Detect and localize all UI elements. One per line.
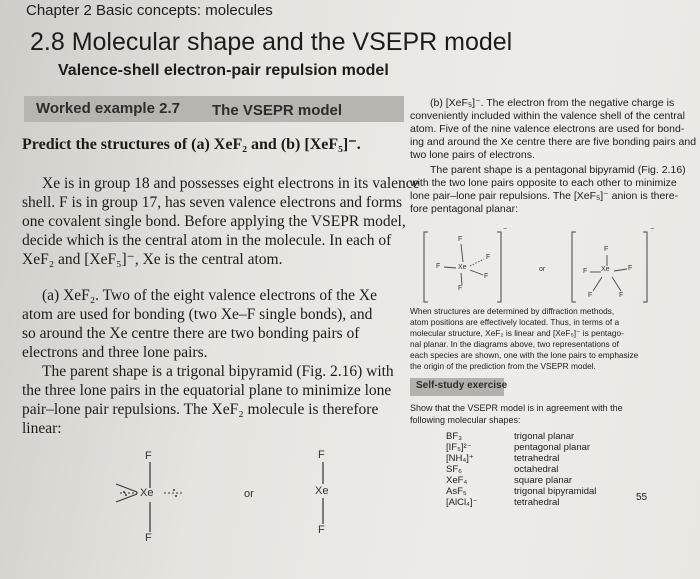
atom-label-f: F xyxy=(486,254,491,261)
caption-line: atom positions are effectively located. Thus, in terms of a xyxy=(410,317,620,327)
part-b-line: fore pentagonal planar: xyxy=(410,203,518,215)
atom-label-f: F xyxy=(458,236,463,243)
charge-label: − xyxy=(650,226,655,233)
intro-line: one covalent single bond. Before applying the VSEPR model, xyxy=(22,213,406,230)
part-b-line: two lone pairs of electrons. xyxy=(410,149,535,161)
atom-label-f: F xyxy=(318,449,325,461)
worked-example-label: Worked example 2.7 xyxy=(36,100,180,117)
atom-label-f: F xyxy=(628,265,633,272)
atom-label-f: F xyxy=(588,292,593,299)
intro-line: decide which is the central atom in the molecule. In each of xyxy=(22,232,392,249)
exercise-shape: trigonal planar xyxy=(514,431,575,442)
part-a-line: atom are used for bonding (two Xe–F single bonds), and xyxy=(22,306,373,323)
exercise-species: BF₃ xyxy=(446,431,463,442)
exercise-shape: tetrahedral xyxy=(514,497,560,508)
exercise-shape: square planar xyxy=(514,475,573,486)
caption-line: the origin of the prediction from the VSEPR model. xyxy=(410,361,596,371)
atom-label-f: F xyxy=(619,292,624,299)
atom-label-f: F xyxy=(318,524,325,536)
exercise-shape: pentagonal planar xyxy=(514,442,591,453)
part-b-line: ing and around the Xe centre there are five bonding pairs and xyxy=(410,136,697,148)
part-a-line: The parent shape is a trigonal bipyramid (Fig. 2.16) with xyxy=(42,363,394,380)
atom-label-f: F xyxy=(458,285,463,292)
atom-label-xe: Xe xyxy=(315,485,329,497)
exercise-species: [AlCl₄]⁻ xyxy=(446,497,478,508)
part-a-line: (a) XeF₂. Two of the eight valence electrons of the Xe xyxy=(42,287,378,304)
exercise-species: XeF₄ xyxy=(446,475,468,486)
caption-line: molecular structure, XeF₂ is linear and [XeF₅]⁻ is pentago- xyxy=(410,328,624,338)
atom-label-f: F xyxy=(604,246,609,253)
exercise-species: [IF₅]²⁻ xyxy=(446,442,472,453)
part-b-line: (b) [XeF₅]⁻. The electron from the negative charge is xyxy=(430,97,675,109)
or-label: or xyxy=(539,266,546,273)
part-b-line: with the two lone pairs opposite to each other to minimize xyxy=(410,177,677,189)
self-study-label: Self-study exercise xyxy=(416,380,508,391)
exercise-species: SF₆ xyxy=(446,464,462,475)
atom-label-f: F xyxy=(145,532,152,544)
self-study-intro-line: following molecular shapes: xyxy=(410,415,521,425)
part-a-line: so around the Xe centre there are two bonding pairs of xyxy=(22,325,360,342)
chapter-header: Chapter 2 Basic concepts: molecules xyxy=(26,2,273,19)
charge-label: − xyxy=(503,226,508,233)
part-a-line: linear: xyxy=(22,420,62,437)
exercise-species: AsF₅ xyxy=(446,486,467,497)
page-number: 55 xyxy=(636,492,648,503)
exercise-shape: octahedral xyxy=(514,464,559,475)
atom-label-f: F xyxy=(436,263,441,270)
caption-line: When structures are determined by diffraction methods, xyxy=(410,306,615,316)
part-b-line: lone pair–lone pair repulsions. The [XeF₅]⁻ anion is there- xyxy=(410,190,679,202)
section-title: 2.8 Molecular shape and the VSEPR model xyxy=(30,28,513,56)
atom-label-xe: Xe xyxy=(601,266,610,273)
part-b-line: atom. Five of the nine valence electrons are used for bond- xyxy=(410,123,685,135)
atom-label-xe: Xe xyxy=(140,487,154,499)
atom-label-f: F xyxy=(583,268,588,275)
worked-example-title: The VSEPR model xyxy=(212,102,343,119)
or-label: or xyxy=(244,488,254,500)
caption-line: each species are shown, one with the lone pairs to emphasize xyxy=(410,350,639,360)
atom-label-xe: Xe xyxy=(458,264,467,271)
part-a-line: electrons and three lone pairs. xyxy=(22,344,208,361)
caption-line: nal planar. In the diagrams above, two representations of xyxy=(410,339,619,349)
intro-line: shell. F is in group 17, has seven valence electrons and forms xyxy=(22,194,403,211)
part-b-line: The parent shape is a pentagonal bipyramid (Fig. 2.16) xyxy=(430,164,686,176)
exercise-shape: trigonal bipyramidal xyxy=(514,486,597,497)
worked-example-question: Predict the structures of (a) XeF₂ and (b) [XeF₅]⁻. xyxy=(22,136,361,153)
self-study-intro-line: Show that the VSEPR model is in agreement with the xyxy=(410,403,623,413)
atom-label-f: F xyxy=(484,273,489,280)
exercise-shape: tetrahedral xyxy=(514,453,560,464)
part-a-line: pair–lone pair repulsions. The XeF₂ molecule is therefore xyxy=(22,401,379,418)
section-subtitle: Valence-shell electron-pair repulsion model xyxy=(58,62,389,79)
exercise-species: [NH₄]⁺ xyxy=(446,453,474,464)
atom-label-f: F xyxy=(145,450,152,462)
part-a-line: the three lone pairs in the equatorial plane to minimize lone xyxy=(22,382,392,399)
intro-line: XeF₂ and [XeF₅]⁻, Xe is the central atom. xyxy=(22,251,283,268)
part-b-line: conveniently included within the valence shell of the central xyxy=(410,110,685,122)
intro-line: Xe is in group 18 and possesses eight electrons in its valence xyxy=(42,175,420,192)
